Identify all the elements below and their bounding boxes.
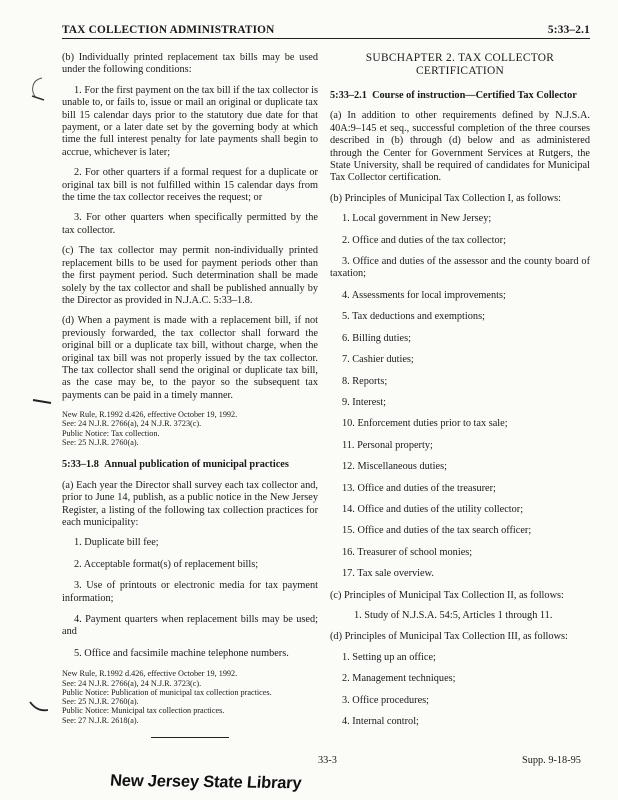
page-number: 33-3 bbox=[318, 755, 337, 766]
section-title: Annual publication of municipal practices bbox=[104, 459, 289, 471]
subchapter-line: CERTIFICATION bbox=[415, 65, 504, 77]
list-item: 4. Assessments for local improvements; bbox=[342, 289, 506, 301]
list-item: 15. Office and duties of the tax search officer; bbox=[342, 525, 532, 537]
paragraph-d: (d) When a payment is made with a replacement bill, if not previously forwarded, the tax collector shall forward the original bill or a duplicate tax bill, without charge, when the original tax bill was not properly issued by the tax collector. The tax collector shall send the original or duplicate tax bill, as the case may be, to the payor so the subsequent tax payments can be paid in a timely manner. bbox=[62, 315, 318, 401]
punch-hole-mark-top bbox=[26, 76, 46, 102]
section-heading-1-8 bbox=[62, 459, 318, 471]
note-line: New Rule, R.1992 d.426, effective October 19, 1992. bbox=[62, 410, 238, 420]
paragraph-b3: 3. For other quarters when specifically permitted by the tax collector. bbox=[62, 212, 318, 236]
supplement-date: Supp. 9-18-95 bbox=[522, 755, 581, 766]
section-title: Course of instruction—Certified Tax Collector bbox=[372, 90, 577, 101]
list-item: 14. Office and duties of the utility collector; bbox=[342, 503, 524, 515]
list-item: 8. Reports; bbox=[342, 375, 388, 387]
right-column bbox=[330, 52, 590, 737]
list-item: 9. Interest; bbox=[342, 396, 387, 408]
punch-hole-mark-middle bbox=[32, 398, 52, 406]
list-item: 3. Office and duties of the assessor and the county board of taxation; bbox=[330, 256, 590, 280]
list-item: 17. Tax sale overview. bbox=[342, 568, 434, 580]
list-item: 3. Use of printouts or electronic media for tax payment information; bbox=[62, 580, 318, 604]
subchapter-heading bbox=[330, 52, 590, 78]
note-line: See: 25 N.J.R. 2760(a). bbox=[62, 438, 139, 448]
header-title: TAX COLLECTION ADMINISTRATION bbox=[62, 24, 275, 36]
paragraph-b-intro: (b) Individually printed replacement tax bills may be used under the following conditions: bbox=[62, 52, 318, 76]
practices-list bbox=[62, 537, 318, 660]
section-number: 5:33–1.8 bbox=[62, 459, 99, 471]
list-item: 10. Enforcement duties prior to tax sale; bbox=[342, 418, 508, 430]
note-line: New Rule, R.1992 d.426, effective October 19, 1992. bbox=[62, 669, 238, 679]
header-section-number: 5:33–2.1 bbox=[547, 24, 590, 36]
running-header bbox=[62, 22, 590, 39]
paragraph-a: (a) Each year the Director shall survey each tax collector and, prior to June 14, publish, as a public notice in the New Jersey Register, a listing of the following tax collection practices for each municipality: bbox=[62, 479, 318, 528]
list-item: 1. Local government in New Jersey; bbox=[342, 213, 492, 225]
list-item: 3. Office procedures; bbox=[342, 694, 430, 706]
subchapter-line: SUBCHAPTER 2. TAX COLLECTOR bbox=[365, 52, 555, 64]
list-item: 1. Study of N.J.S.A. 54:5, Articles 1 through 11. bbox=[354, 609, 553, 621]
list-item: 4. Payment quarters when replacement bills may be used; and bbox=[62, 614, 318, 638]
list-item: 1. Duplicate bill fee; bbox=[74, 537, 159, 549]
note-line: Public Notice: Municipal tax collection practices. bbox=[62, 706, 225, 716]
punch-hole-mark-bottom bbox=[28, 700, 50, 714]
list-item: 7. Cashier duties; bbox=[342, 354, 414, 366]
course-1-list bbox=[330, 213, 590, 580]
list-item: 11. Personal property; bbox=[342, 439, 433, 451]
note-line: Public Notice: Tax collection. bbox=[62, 428, 160, 438]
course-3-list bbox=[330, 652, 590, 729]
note-line: See: 24 N.J.R. 2766(a), 24 N.J.R. 3723(c). bbox=[62, 678, 202, 688]
section-heading-2-1 bbox=[330, 90, 590, 102]
section-number: 5:33–2.1 bbox=[330, 90, 367, 101]
library-stamp: New Jersey State Library bbox=[109, 771, 303, 793]
paragraph-b2: 2. For other quarters if a formal request for a duplicate or original tax bill is not fulfilled within 15 calendar days from the time the tax collector receives the request; or bbox=[62, 167, 318, 204]
paragraph-c-intro: (c) Principles of Municipal Tax Collection II, as follows: bbox=[330, 589, 564, 601]
list-item: 12. Miscellaneous duties; bbox=[342, 461, 447, 473]
history-note-1 bbox=[62, 410, 318, 447]
note-line: Public Notice: Publication of municipal tax collection practices. bbox=[62, 687, 272, 697]
course-2-list bbox=[330, 610, 590, 622]
list-item: 16. Treasurer of school monies; bbox=[342, 546, 473, 558]
list-item: 5. Tax deductions and exemptions; bbox=[342, 311, 485, 323]
list-item: 5. Office and facsimile machine telephone numbers. bbox=[74, 647, 289, 659]
list-item: 13. Office and duties of the treasurer; bbox=[342, 482, 496, 494]
paragraph-b-intro: (b) Principles of Municipal Tax Collection I, as follows: bbox=[330, 192, 562, 204]
paragraph-d-intro: (d) Principles of Municipal Tax Collection III, as follows: bbox=[330, 631, 568, 643]
paragraph-a: (a) In addition to other requirements defined by N.J.S.A. 40A:9–145 et seq., successful completion of the three courses described in (b) through (d) below and as administered through the Center for Government Services at Rutgers, the State University, shall be required of candidates for Municipal Tax Collector certification. bbox=[330, 110, 590, 184]
left-column bbox=[62, 52, 318, 738]
list-item: 2. Acceptable format(s) of replacement bills; bbox=[74, 558, 259, 570]
list-item: 2. Office and duties of the tax collector; bbox=[342, 234, 506, 246]
paragraph-c: (c) The tax collector may permit non-individually printed replacement bills to be used for payment periods other than the first payment period. Such determination shall be made solely by the tax collector and shall be published annually by the Director as provided in N.J.A.C. 5:33–1.8. bbox=[62, 245, 318, 306]
list-item: 1. Setting up an office; bbox=[342, 651, 436, 663]
list-item: 6. Billing duties; bbox=[342, 332, 411, 344]
note-line: See: 27 N.J.R. 2618(a). bbox=[62, 715, 139, 725]
history-note-2 bbox=[62, 669, 318, 725]
list-item: 2. Management techniques; bbox=[342, 673, 456, 685]
paragraph-b1: 1. For the first payment on the tax bill if the tax collector is unable to, or fails to, issue or mail an original or duplicate tax bill 15 calendar days prior to the statutory due date for that payment, or a later date set by the governing body at which time the full interest penalty for late payments shall begin to accrue, whichever is later; bbox=[62, 84, 318, 158]
note-line: See: 24 N.J.R. 2766(a), 24 N.J.R. 3723(c). bbox=[62, 419, 202, 429]
end-rule bbox=[151, 737, 229, 738]
list-item: 4. Internal control; bbox=[342, 716, 419, 727]
note-line: See: 25 N.J.R. 2760(a). bbox=[62, 697, 139, 707]
